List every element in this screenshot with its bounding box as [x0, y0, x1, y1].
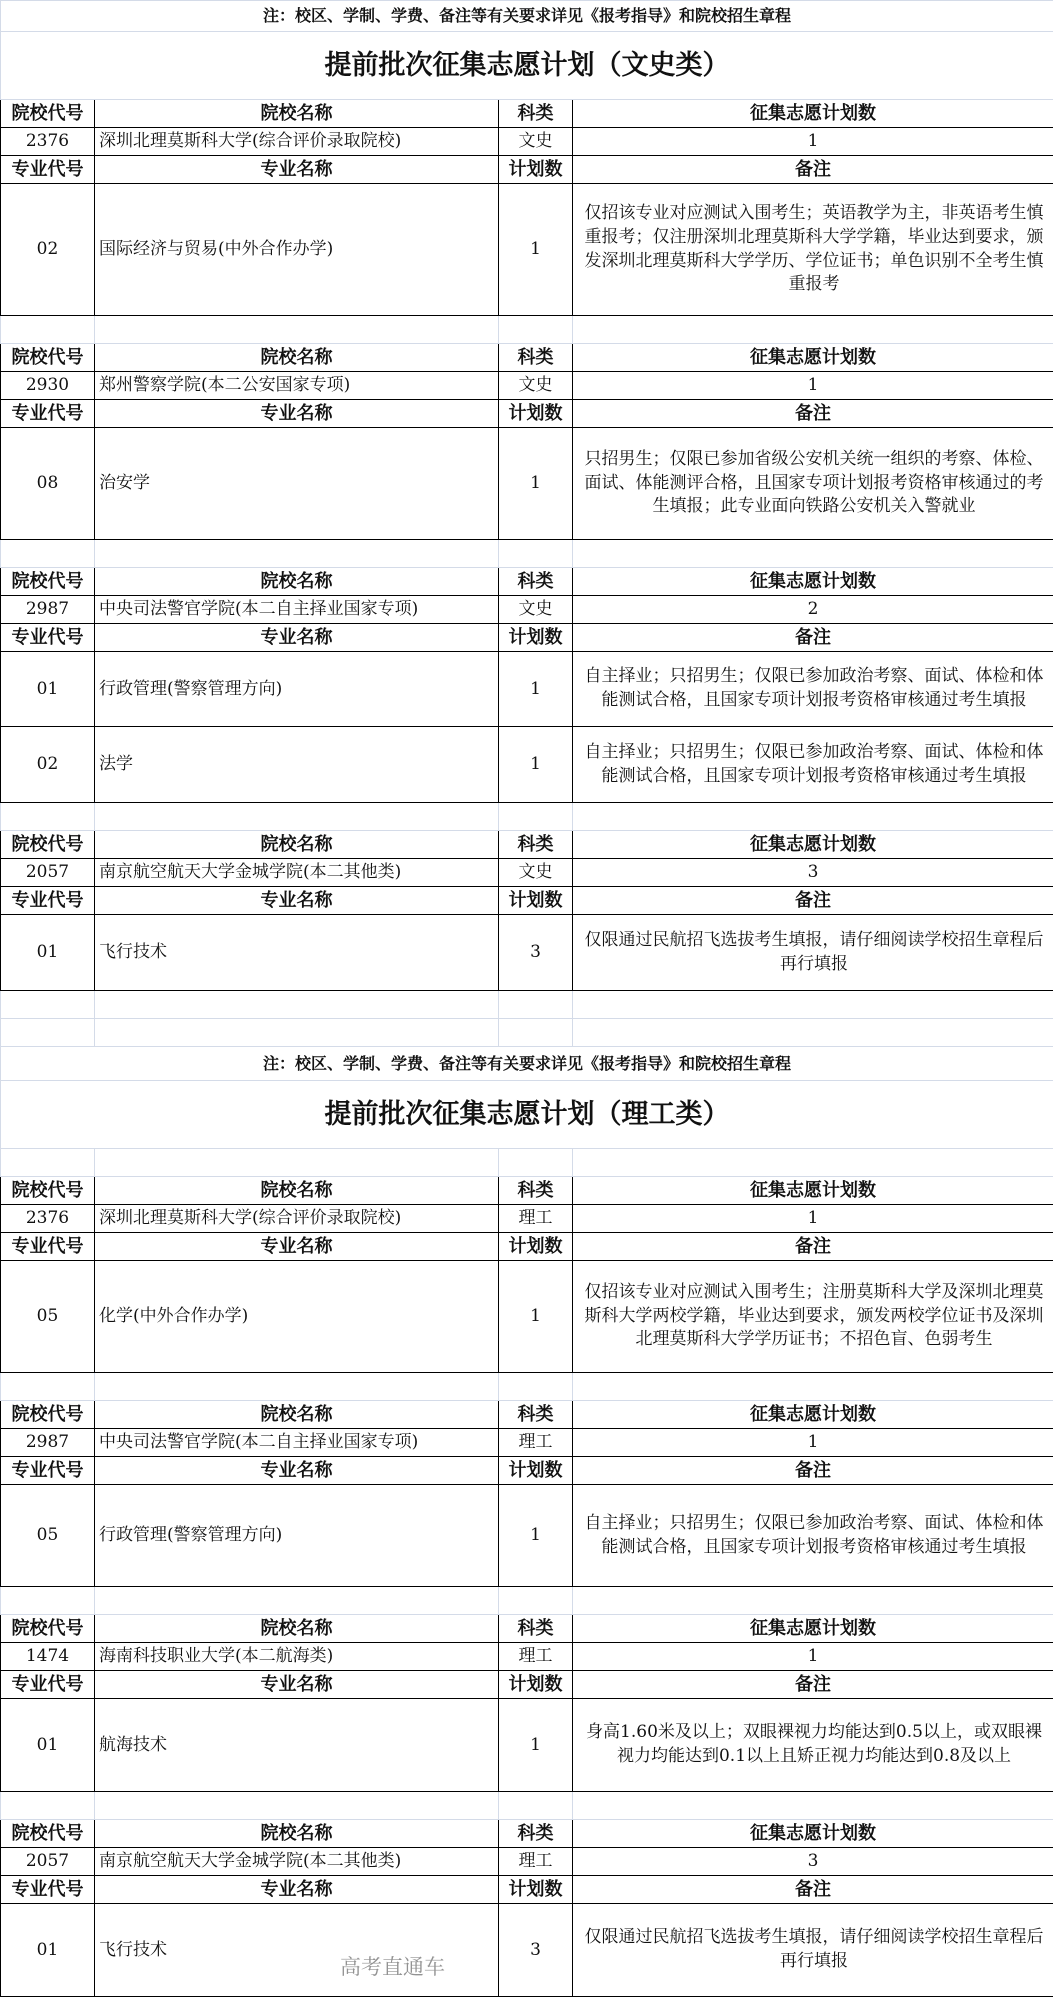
blank-row	[1, 803, 1053, 831]
school-category[interactable]: 理工	[499, 1643, 573, 1671]
major-remark[interactable]: 自主择业；只招男生；仅限已参加政治考察、面试、体检和体能测试合格，且国家专项计划报考资格审核通过考生填报	[573, 652, 1053, 727]
major-row	[1, 1485, 1053, 1587]
major-code[interactable]: 01	[1, 1699, 95, 1792]
major-header-code[interactable]: 专业代号	[1, 156, 95, 184]
major-header-remark[interactable]: 备注	[573, 156, 1053, 184]
major-header-row	[1, 1457, 1053, 1485]
major-header-code[interactable]: 专业代号	[1, 1233, 95, 1261]
major-name[interactable]: 国际经济与贸易(中外合作办学)	[95, 184, 499, 316]
empty-cell[interactable]	[573, 1792, 1053, 1820]
school-header-category[interactable]: 科类	[499, 1401, 573, 1429]
school-name[interactable]: 郑州警察学院(本二公安国家专项)	[95, 372, 499, 400]
empty-cell[interactable]	[1, 1792, 95, 1820]
note-row	[1, 1, 1053, 32]
empty-cell[interactable]	[499, 991, 573, 1019]
major-name[interactable]: 飞行技术	[95, 915, 499, 991]
school-header-category[interactable]: 科类	[499, 831, 573, 859]
blank-row	[1, 991, 1053, 1019]
major-header-name[interactable]: 专业名称	[95, 887, 499, 915]
major-header-row	[1, 156, 1053, 184]
blank-row	[1, 1587, 1053, 1615]
school-header-plan[interactable]: 征集志愿计划数	[573, 568, 1053, 596]
school-row	[1, 1429, 1053, 1457]
school-category[interactable]: 理工	[499, 1205, 573, 1233]
school-header-code[interactable]: 院校代号	[1, 100, 95, 128]
school-code[interactable]: 2376	[1, 1205, 95, 1233]
school-plan-count[interactable]: 3	[573, 859, 1053, 887]
school-category[interactable]: 文史	[499, 859, 573, 887]
major-header-name[interactable]: 专业名称	[95, 1233, 499, 1261]
school-row	[1, 1205, 1053, 1233]
empty-cell[interactable]	[1, 1373, 95, 1401]
school-row	[1, 859, 1053, 887]
school-header-name[interactable]: 院校名称	[95, 1401, 499, 1429]
school-header-plan[interactable]: 征集志愿计划数	[573, 831, 1053, 859]
major-code[interactable]: 02	[1, 727, 95, 803]
school-name[interactable]: 深圳北理莫斯科大学(综合评价录取院校)	[95, 128, 499, 156]
title-row	[1, 32, 1053, 100]
school-header-plan[interactable]: 征集志愿计划数	[573, 100, 1053, 128]
school-name[interactable]: 深圳北理莫斯科大学(综合评价录取院校)	[95, 1205, 499, 1233]
blank-row	[1, 1792, 1053, 1820]
empty-cell[interactable]	[499, 540, 573, 568]
empty-cell[interactable]	[95, 1587, 499, 1615]
major-header-row	[1, 887, 1053, 915]
major-row	[1, 428, 1053, 540]
blank-row	[1, 1149, 1053, 1177]
major-plan-count[interactable]: 1	[499, 428, 573, 540]
school-header-row	[1, 344, 1053, 372]
major-code[interactable]: 08	[1, 428, 95, 540]
note-row	[1, 1047, 1053, 1081]
major-code[interactable]: 01	[1, 652, 95, 727]
blank-row	[1, 540, 1053, 568]
major-header-remark[interactable]: 备注	[573, 1457, 1053, 1485]
major-header-code[interactable]: 专业代号	[1, 1671, 95, 1699]
empty-cell[interactable]	[573, 803, 1053, 831]
empty-cell[interactable]	[95, 991, 499, 1019]
watermark: 高考直通车	[340, 1951, 445, 1981]
school-name[interactable]: 海南科技职业大学(本二航海类)	[95, 1643, 499, 1671]
major-row	[1, 1904, 1053, 1997]
school-header-category[interactable]: 科类	[499, 100, 573, 128]
school-header-code[interactable]: 院校代号	[1, 344, 95, 372]
empty-cell[interactable]	[573, 991, 1053, 1019]
empty-cell[interactable]	[573, 1149, 1053, 1177]
school-code[interactable]: 2987	[1, 596, 95, 624]
empty-cell[interactable]	[1, 1587, 95, 1615]
major-header-plan[interactable]: 计划数	[499, 624, 573, 652]
school-name[interactable]: 南京航空航天大学金城学院(本二其他类)	[95, 1848, 499, 1876]
empty-cell[interactable]	[573, 316, 1053, 344]
school-plan-count[interactable]: 1	[573, 1643, 1053, 1671]
empty-cell[interactable]	[499, 1587, 573, 1615]
major-header-plan[interactable]: 计划数	[499, 1876, 573, 1904]
major-code[interactable]: 02	[1, 184, 95, 316]
school-category[interactable]: 理工	[499, 1848, 573, 1876]
major-header-code[interactable]: 专业代号	[1, 887, 95, 915]
empty-cell[interactable]	[1, 1019, 95, 1047]
school-header-code[interactable]: 院校代号	[1, 1177, 95, 1205]
school-code[interactable]: 2057	[1, 859, 95, 887]
major-plan-count[interactable]: 1	[499, 652, 573, 727]
major-name[interactable]: 化学(中外合作办学)	[95, 1261, 499, 1373]
major-header-plan[interactable]: 计划数	[499, 1671, 573, 1699]
empty-cell[interactable]	[1, 540, 95, 568]
major-header-code[interactable]: 专业代号	[1, 1457, 95, 1485]
major-plan-count[interactable]: 3	[499, 1904, 573, 1997]
major-plan-count[interactable]: 1	[499, 1261, 573, 1373]
major-remark[interactable]: 仅限通过民航招飞选拔考生填报，请仔细阅读学校招生章程后再行填报	[573, 1904, 1053, 1997]
major-name[interactable]: 行政管理(警察管理方向)	[95, 652, 499, 727]
major-header-plan[interactable]: 计划数	[499, 887, 573, 915]
school-header-plan[interactable]: 征集志愿计划数	[573, 1615, 1053, 1643]
major-header-plan[interactable]: 计划数	[499, 400, 573, 428]
major-row	[1, 1261, 1053, 1373]
school-header-name[interactable]: 院校名称	[95, 1177, 499, 1205]
major-header-name[interactable]: 专业名称	[95, 1671, 499, 1699]
school-header-category[interactable]: 科类	[499, 344, 573, 372]
major-header-plan[interactable]: 计划数	[499, 1233, 573, 1261]
major-header-name[interactable]: 专业名称	[95, 1457, 499, 1485]
major-header-plan[interactable]: 计划数	[499, 1457, 573, 1485]
major-code[interactable]: 01	[1, 1904, 95, 1997]
major-header-name[interactable]: 专业名称	[95, 624, 499, 652]
empty-cell[interactable]	[1, 803, 95, 831]
empty-cell[interactable]	[573, 1373, 1053, 1401]
school-code[interactable]: 2930	[1, 372, 95, 400]
school-header-plan[interactable]: 征集志愿计划数	[573, 1820, 1053, 1848]
school-code[interactable]: 2987	[1, 1429, 95, 1457]
school-header-category[interactable]: 科类	[499, 1177, 573, 1205]
school-name[interactable]: 中央司法警官学院(本二自主择业国家专项)	[95, 596, 499, 624]
empty-cell[interactable]	[95, 540, 499, 568]
school-header-row	[1, 1615, 1053, 1643]
blank-row	[1, 1373, 1053, 1401]
school-header-code[interactable]: 院校代号	[1, 1820, 95, 1848]
empty-cell[interactable]	[95, 803, 499, 831]
major-remark[interactable]: 仅招该专业对应测试入围考生；英语教学为主，非英语考生慎重报考；仅注册深圳北理莫斯科大学学籍，毕业达到要求，颁发深圳北理莫斯科大学学历、学位证书；单色识别不全考生慎重报考	[573, 184, 1053, 316]
school-header-plan[interactable]: 征集志愿计划数	[573, 1401, 1053, 1429]
major-header-name[interactable]: 专业名称	[95, 1876, 499, 1904]
major-name[interactable]: 航海技术	[95, 1699, 499, 1792]
empty-cell[interactable]	[499, 1792, 573, 1820]
school-category[interactable]: 理工	[499, 1429, 573, 1457]
empty-cell[interactable]	[499, 1019, 573, 1047]
school-plan-count[interactable]: 1	[573, 128, 1053, 156]
page-title[interactable]: 提前批次征集志愿计划（文史类）	[1, 32, 1053, 100]
major-header-remark[interactable]: 备注	[573, 1233, 1053, 1261]
major-header-row	[1, 624, 1053, 652]
major-remark[interactable]: 只招男生；仅限已参加省级公安机关统一组织的考察、体检、面试、体能测评合格，且国家专项计划报考资格审核通过的考生填报；此专业面向铁路公安机关入警就业	[573, 428, 1053, 540]
major-name[interactable]: 飞行技术	[95, 1904, 499, 1997]
major-header-plan[interactable]: 计划数	[499, 156, 573, 184]
school-plan-count[interactable]: 1	[573, 1205, 1053, 1233]
title-row	[1, 1081, 1053, 1149]
school-header-code[interactable]: 院校代号	[1, 568, 95, 596]
major-header-code[interactable]: 专业代号	[1, 1876, 95, 1904]
empty-cell[interactable]	[95, 1149, 499, 1177]
school-category[interactable]: 文史	[499, 596, 573, 624]
school-row	[1, 372, 1053, 400]
major-name[interactable]: 行政管理(警察管理方向)	[95, 1485, 499, 1587]
major-remark[interactable]: 身高1.60米及以上；双眼裸视力均能达到0.5以上，或双眼裸视力均能达到0.1以上且矫正视力均能达到0.8及以上	[573, 1699, 1053, 1792]
school-header-category[interactable]: 科类	[499, 568, 573, 596]
empty-cell[interactable]	[499, 1373, 573, 1401]
school-header-name[interactable]: 院校名称	[95, 1615, 499, 1643]
school-header-plan[interactable]: 征集志愿计划数	[573, 1177, 1053, 1205]
empty-cell[interactable]	[95, 1373, 499, 1401]
school-name[interactable]: 南京航空航天大学金城学院(本二其他类)	[95, 859, 499, 887]
school-code[interactable]: 2057	[1, 1848, 95, 1876]
school-name[interactable]: 中央司法警官学院(本二自主择业国家专项)	[95, 1429, 499, 1457]
empty-cell[interactable]	[95, 316, 499, 344]
school-header-code[interactable]: 院校代号	[1, 1615, 95, 1643]
major-header-name[interactable]: 专业名称	[95, 156, 499, 184]
major-row	[1, 915, 1053, 991]
school-header-row	[1, 831, 1053, 859]
major-header-row	[1, 1671, 1053, 1699]
empty-cell[interactable]	[95, 1019, 499, 1047]
school-plan-count[interactable]: 3	[573, 1848, 1053, 1876]
school-header-category[interactable]: 科类	[499, 1820, 573, 1848]
empty-cell[interactable]	[1, 316, 95, 344]
school-header-plan[interactable]: 征集志愿计划数	[573, 344, 1053, 372]
major-remark[interactable]: 自主择业；只招男生；仅限已参加政治考察、面试、体检和体能测试合格，且国家专项计划报考资格审核通过考生填报	[573, 1485, 1053, 1587]
school-code[interactable]: 1474	[1, 1643, 95, 1671]
empty-cell[interactable]	[95, 1792, 499, 1820]
blank-row	[1, 1019, 1053, 1047]
page-title[interactable]: 提前批次征集志愿计划（理工类）	[1, 1081, 1053, 1149]
note-text[interactable]: 注：校区、学制、学费、备注等有关要求详见《报考指导》和院校招生章程	[1, 1, 1053, 32]
empty-cell[interactable]	[499, 1149, 573, 1177]
school-header-name[interactable]: 院校名称	[95, 100, 499, 128]
note-text[interactable]: 注：校区、学制、学费、备注等有关要求详见《报考指导》和院校招生章程	[1, 1047, 1053, 1081]
major-row	[1, 727, 1053, 803]
empty-cell[interactable]	[573, 1019, 1053, 1047]
major-header-row	[1, 1233, 1053, 1261]
school-header-row	[1, 1820, 1053, 1848]
school-header-category[interactable]: 科类	[499, 1615, 573, 1643]
school-row	[1, 128, 1053, 156]
major-plan-count[interactable]: 1	[499, 1485, 573, 1587]
school-header-name[interactable]: 院校名称	[95, 831, 499, 859]
major-code[interactable]: 05	[1, 1261, 95, 1373]
school-plan-count[interactable]: 2	[573, 596, 1053, 624]
major-header-remark[interactable]: 备注	[573, 887, 1053, 915]
school-header-code[interactable]: 院校代号	[1, 1401, 95, 1429]
school-header-name[interactable]: 院校名称	[95, 1820, 499, 1848]
major-remark[interactable]: 自主择业；只招男生；仅限已参加政治考察、面试、体检和体能测试合格，且国家专项计划报考资格审核通过考生填报	[573, 727, 1053, 803]
major-header-remark[interactable]: 备注	[573, 1876, 1053, 1904]
school-plan-count[interactable]: 1	[573, 372, 1053, 400]
major-header-remark[interactable]: 备注	[573, 1671, 1053, 1699]
major-name[interactable]: 治安学	[95, 428, 499, 540]
major-header-remark[interactable]: 备注	[573, 624, 1053, 652]
major-code[interactable]: 05	[1, 1485, 95, 1587]
major-remark[interactable]: 仅限通过民航招飞选拔考生填报，请仔细阅读学校招生章程后再行填报	[573, 915, 1053, 991]
major-header-row	[1, 400, 1053, 428]
blank-row	[1, 316, 1053, 344]
school-plan-count[interactable]: 1	[573, 1429, 1053, 1457]
major-code[interactable]: 01	[1, 915, 95, 991]
empty-cell[interactable]	[573, 1587, 1053, 1615]
major-header-code[interactable]: 专业代号	[1, 400, 95, 428]
school-code[interactable]: 2376	[1, 128, 95, 156]
school-header-row	[1, 1177, 1053, 1205]
major-remark[interactable]: 仅招该专业对应测试入围考生；注册莫斯科大学及深圳北理莫斯科大学两校学籍，毕业达到要求，颁发两校学位证书及深圳北理莫斯科大学学历证书；不招色盲、色弱考生	[573, 1261, 1053, 1373]
major-header-remark[interactable]: 备注	[573, 400, 1053, 428]
school-row	[1, 1643, 1053, 1671]
major-plan-count[interactable]: 1	[499, 727, 573, 803]
empty-cell[interactable]	[499, 803, 573, 831]
school-header-name[interactable]: 院校名称	[95, 344, 499, 372]
empty-cell[interactable]	[1, 1149, 95, 1177]
school-row	[1, 596, 1053, 624]
major-plan-count[interactable]: 1	[499, 1699, 573, 1792]
major-header-row	[1, 1876, 1053, 1904]
empty-cell[interactable]	[1, 991, 95, 1019]
empty-cell[interactable]	[499, 316, 573, 344]
major-row	[1, 1699, 1053, 1792]
school-header-row	[1, 568, 1053, 596]
school-header-name[interactable]: 院校名称	[95, 568, 499, 596]
major-plan-count[interactable]: 3	[499, 915, 573, 991]
major-header-name[interactable]: 专业名称	[95, 400, 499, 428]
major-header-code[interactable]: 专业代号	[1, 624, 95, 652]
school-header-row	[1, 100, 1053, 128]
empty-cell[interactable]	[573, 540, 1053, 568]
major-row	[1, 652, 1053, 727]
major-name[interactable]: 法学	[95, 727, 499, 803]
school-category[interactable]: 文史	[499, 128, 573, 156]
school-header-code[interactable]: 院校代号	[1, 831, 95, 859]
school-category[interactable]: 文史	[499, 372, 573, 400]
school-header-row	[1, 1401, 1053, 1429]
major-plan-count[interactable]: 1	[499, 184, 573, 316]
major-row	[1, 184, 1053, 316]
school-row	[1, 1848, 1053, 1876]
